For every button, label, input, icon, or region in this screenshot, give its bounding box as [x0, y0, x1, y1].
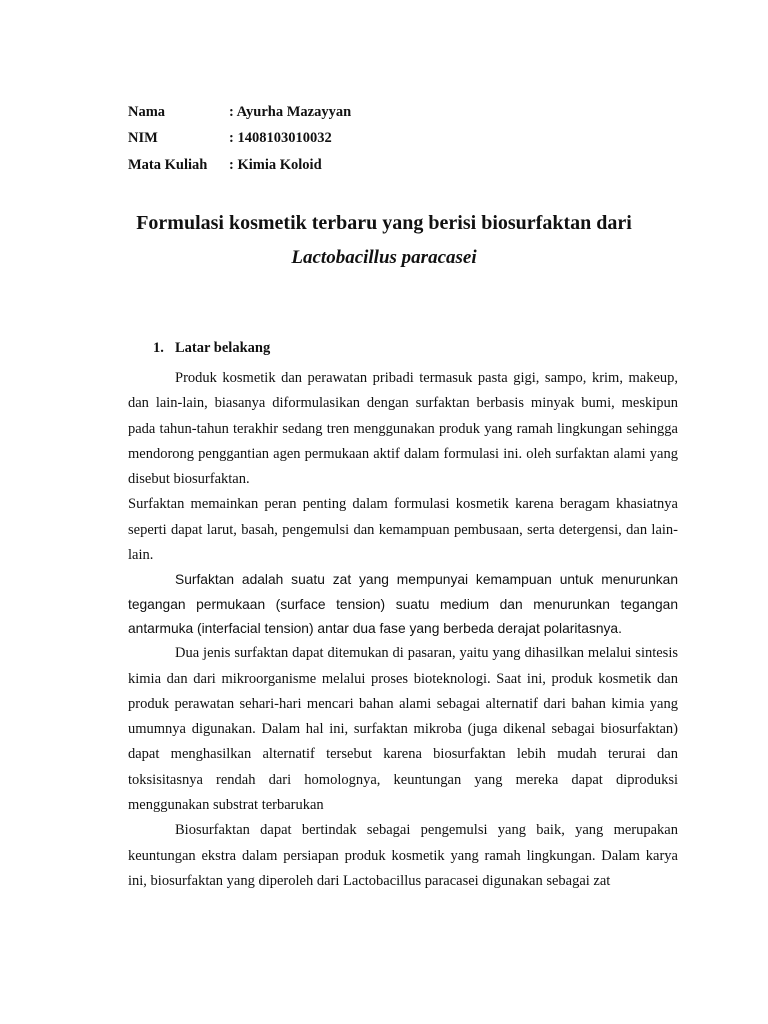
- paragraph: Surfaktan memainkan peran penting dalam formulasi kosmetik karena beragam khasiatnya seperti dapat larut, basah, pengemulsi dan kemampuan pembusaan, serta detergensi, dan lain-lain.: [128, 496, 678, 564]
- document-subtitle: Lactobacillus paracasei: [291, 247, 477, 268]
- info-label: Nama: [128, 103, 166, 120]
- paragraph: Biosurfaktan dapat bertindak sebagai pengemulsi yang baik, yang merupakan keuntungan ekstra dalam persiapan produk kosmetik yang ramah lingkungan. Dalam karya ini, biosurfaktan yang diperoleh dari Lactobacillus paracasei digunakan sebagai zat: [128, 822, 678, 889]
- info-row-course: [128, 152, 351, 179]
- info-value: : Kimia Koloid: [229, 156, 322, 173]
- info-label: NIM: [128, 130, 158, 147]
- paragraph: Produk kosmetik dan perawatan pribadi termasuk pasta gigi, sampo, krim, makeup, dan lain-lain, biasanya diformulasikan dengan surfaktan berbasis minyak bumi, meskipun pada tahun-tahun terakhir sedang tren menggunakan produk yang ramah lingkungan sehingga mendorong penggantian agen permukaan aktif dalam formulasi ini. oleh surfaktan alami yang disebut biosurfaktan.: [128, 370, 678, 488]
- paragraph: Surfaktan adalah suatu zat yang mempunyai kemampuan untuk menurunkan tegangan permukaan (surface tension) suatu medium dan menurunkan tegangan antarmuka (interfacial tension) antar dua fase yang berbeda derajat polaritasnya.: [128, 572, 678, 636]
- document-title: Formulasi kosmetik terbaru yang berisi biosurfaktan dari: [136, 212, 632, 234]
- info-row-name: [128, 99, 351, 126]
- info-label: Mata Kuliah: [128, 156, 208, 173]
- section-number: 1.: [153, 340, 164, 356]
- info-value: : 1408103010032: [229, 130, 332, 147]
- section-heading: [153, 340, 270, 357]
- info-value: : Ayurha Mazayyan: [229, 103, 352, 120]
- student-info: [128, 99, 351, 179]
- section-title: Latar belakang: [175, 340, 271, 356]
- paragraph: Dua jenis surfaktan dapat ditemukan di pasaran, yaitu yang dihasilkan melalui sintesis kimia dan dari mikroorganisme melalui proses bioteknologi. Saat ini, produk kosmetik dan produk perawatan sehari-hari mencari bahan alami sebagai alternatif dari bahan kimia yang umumnya digunakan. Dalam hal ini, surfaktan mikroba (juga dikenal sebagai biosurfaktan) dapat menghasilkan alternatif tersebut karena biosurfaktan lebih mudah terurai dan toksisitasnya rendah dari homolognya, keuntungan yang mereka dapat diproduksi menggunakan substrat terbarukan: [128, 645, 678, 814]
- info-row-nim: [128, 126, 351, 153]
- document-body: [128, 366, 678, 894]
